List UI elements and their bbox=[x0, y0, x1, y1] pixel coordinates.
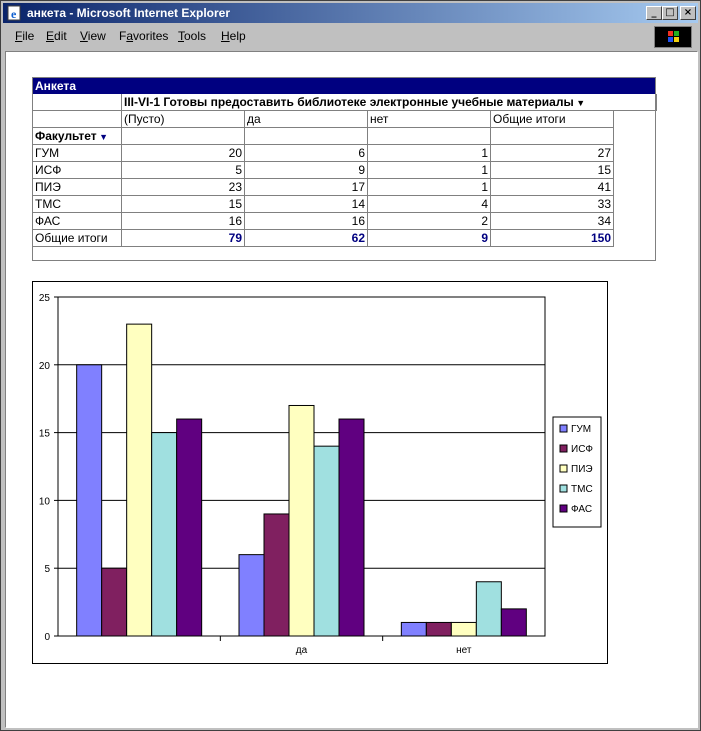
legend-label: ТМС bbox=[571, 484, 593, 495]
legend-swatch bbox=[560, 485, 567, 492]
value-cell: 17 bbox=[245, 179, 368, 196]
total-cell: 9 bbox=[368, 230, 491, 247]
totals-label: Общие итоги bbox=[33, 230, 122, 247]
y-tick-label: 5 bbox=[44, 564, 50, 576]
bar-ПИЭ bbox=[289, 405, 314, 636]
bar-chart bbox=[32, 281, 608, 664]
legend-swatch bbox=[560, 445, 567, 452]
value-cell: 4 bbox=[368, 196, 491, 213]
total-cell: 150 bbox=[491, 230, 614, 247]
total-cell: 62 bbox=[245, 230, 368, 247]
total-cell: 79 bbox=[122, 230, 245, 247]
bar-ИСФ bbox=[426, 622, 451, 636]
row-label: ИСФ bbox=[33, 162, 122, 179]
bar-ТМС bbox=[314, 446, 339, 636]
legend-swatch bbox=[560, 465, 567, 472]
y-tick-label: 10 bbox=[38, 496, 50, 508]
y-tick-label: 20 bbox=[38, 360, 50, 372]
bar-ПИЭ bbox=[451, 622, 476, 636]
bar-ФАС bbox=[177, 419, 202, 636]
menu-file[interactable]: File bbox=[15, 29, 35, 43]
bar-ГУМ bbox=[77, 365, 102, 636]
bar-ГУМ bbox=[239, 555, 264, 636]
value-cell: 41 bbox=[491, 179, 614, 196]
svg-text:e: e bbox=[11, 7, 17, 21]
legend-label: ГУМ bbox=[571, 424, 592, 435]
close-button[interactable]: × bbox=[680, 6, 696, 20]
empty-cell bbox=[368, 128, 491, 145]
bar-ТМС bbox=[152, 433, 177, 636]
value-cell: 14 bbox=[245, 196, 368, 213]
row-label: ФАС bbox=[33, 213, 122, 230]
chart-svg bbox=[33, 282, 607, 663]
x-tick-label: нет bbox=[456, 645, 472, 656]
dropdown-arrow-icon[interactable]: ▼ bbox=[96, 132, 109, 142]
value-cell: 34 bbox=[491, 213, 614, 230]
menu-bar bbox=[3, 25, 698, 49]
y-tick-label: 15 bbox=[38, 428, 50, 440]
row-label: ТМС bbox=[33, 196, 122, 213]
column-header: Общие итоги bbox=[491, 111, 614, 128]
empty-cell bbox=[122, 128, 245, 145]
ie-page-icon bbox=[7, 5, 23, 21]
bar-ТМС bbox=[476, 582, 501, 636]
legend-label: ИСФ bbox=[571, 444, 594, 455]
value-cell: 27 bbox=[491, 145, 614, 162]
value-cell: 23 bbox=[122, 179, 245, 196]
row-field-header[interactable]: Факультет ▼ bbox=[33, 128, 122, 145]
minimize-button[interactable]: _ bbox=[646, 6, 662, 20]
maximize-button[interactable]: □ bbox=[662, 6, 678, 20]
value-cell: 5 bbox=[122, 162, 245, 179]
menu-help[interactable]: Help bbox=[221, 29, 246, 43]
value-cell: 33 bbox=[491, 196, 614, 213]
value-cell: 1 bbox=[368, 179, 491, 196]
column-header: нет bbox=[368, 111, 491, 128]
bar-ГУМ bbox=[401, 622, 426, 636]
legend-label: ФАС bbox=[571, 504, 593, 515]
menu-view[interactable]: View bbox=[80, 29, 106, 43]
value-cell: 2 bbox=[368, 213, 491, 230]
pivot-table bbox=[32, 77, 656, 261]
menu-favorites[interactable]: Favorites bbox=[119, 29, 169, 43]
empty-cell bbox=[245, 128, 368, 145]
bar-ФАС bbox=[501, 609, 526, 636]
bar-ИСФ bbox=[102, 568, 127, 636]
value-cell: 20 bbox=[122, 145, 245, 162]
x-tick-label: да bbox=[295, 645, 308, 656]
value-cell: 9 bbox=[245, 162, 368, 179]
y-tick-label: 0 bbox=[44, 632, 50, 643]
value-cell: 1 bbox=[368, 145, 491, 162]
legend-label: ПИЭ bbox=[571, 464, 593, 475]
column-header: (Пусто) bbox=[122, 111, 245, 128]
value-cell: 15 bbox=[122, 196, 245, 213]
legend-swatch bbox=[560, 425, 567, 432]
bar-ИСФ bbox=[264, 514, 289, 636]
windows-logo-icon bbox=[654, 26, 692, 48]
row-label: ГУМ bbox=[33, 145, 122, 162]
y-tick-label: 25 bbox=[38, 293, 50, 304]
page-content bbox=[5, 51, 698, 728]
row-label: ПИЭ bbox=[33, 179, 122, 196]
column-header: да bbox=[245, 111, 368, 128]
menu-edit[interactable]: Edit bbox=[46, 29, 67, 43]
dropdown-arrow-icon[interactable]: ▼ bbox=[573, 98, 586, 108]
menu-tools[interactable]: Tools bbox=[178, 29, 207, 43]
bar-ФАС bbox=[339, 419, 364, 636]
value-cell: 16 bbox=[245, 213, 368, 230]
empty-cell bbox=[491, 128, 614, 145]
pivot-title: Анкета bbox=[33, 78, 655, 94]
legend-swatch bbox=[560, 505, 567, 512]
window-title: анкета - Microsoft Internet Explorer bbox=[27, 6, 231, 20]
column-field-header[interactable]: III-VI-1 Готовы предоставить библиотеке электронные учебные материалы ▼ bbox=[122, 94, 657, 111]
title-bar[interactable] bbox=[3, 3, 698, 23]
bar-ПИЭ bbox=[127, 324, 152, 636]
pivot-corner-2 bbox=[33, 111, 122, 128]
value-cell: 15 bbox=[491, 162, 614, 179]
value-cell: 1 bbox=[368, 162, 491, 179]
value-cell: 16 bbox=[122, 213, 245, 230]
value-cell: 6 bbox=[245, 145, 368, 162]
pivot-corner bbox=[33, 94, 122, 111]
